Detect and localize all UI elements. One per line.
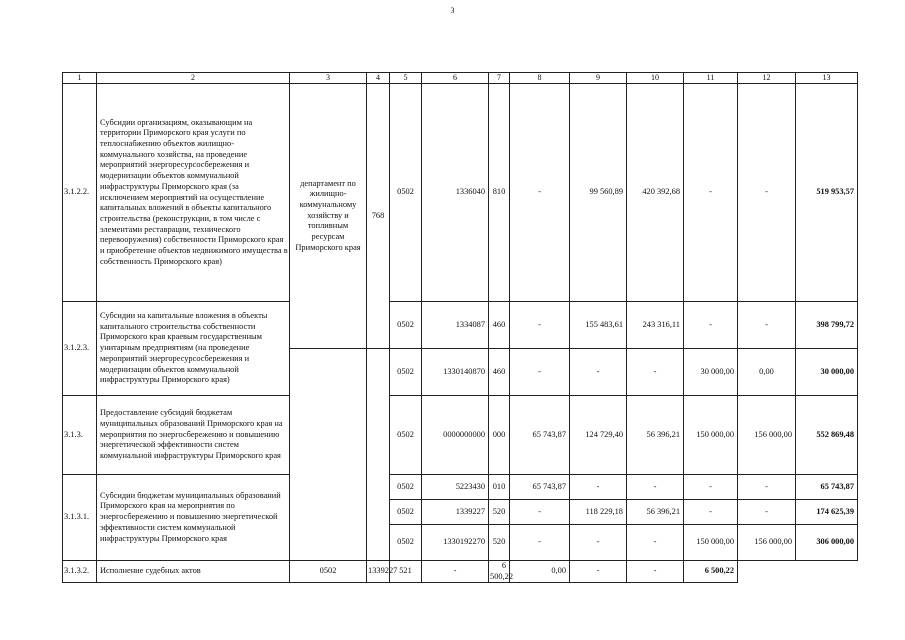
value-cell: 65 743,87 [510,396,570,475]
value-cell: - [510,302,570,349]
column-header: 8 [510,73,570,84]
target-article: 1336040 [422,84,489,302]
target-article: 1330192270 [422,525,489,561]
department-cell: департамент по жилищно-коммунальному хозяйству и топливным ресурсам Приморского края [290,84,367,349]
value-cell: 243 316,11 [627,302,684,349]
section-code: 0502 [390,396,422,475]
table-row [63,561,858,583]
expense-type: 010 [489,475,510,500]
expense-type: 810 [489,84,510,302]
total-cell: 398 799,72 [796,302,858,349]
section-code: 0502 [390,349,422,396]
column-header: 2 [97,73,290,84]
value-cell: 6 500,22 [489,561,510,583]
total-cell: 30 000,00 [796,349,858,396]
target-article: 1339227 [367,561,390,583]
target-article: 5223430 [422,475,489,500]
total-cell: 306 000,00 [796,525,858,561]
value-cell: - [570,349,627,396]
value-cell: 420 392,68 [627,84,684,302]
value-cell: - [627,525,684,561]
value-cell: 30 000,00 [684,349,738,396]
table-row [63,84,858,302]
value-cell: 118 229,18 [570,500,627,525]
column-header: 13 [796,73,858,84]
column-header: 6 [422,73,489,84]
total-cell: 174 625,39 [796,500,858,525]
total-cell: 552 869,48 [796,396,858,475]
value-cell: - [570,475,627,500]
value-cell: - [627,561,684,583]
column-header: 10 [627,73,684,84]
header-row [63,73,858,84]
value-cell: 156 000,00 [738,396,796,475]
column-header: 3 [290,73,367,84]
row-description: Субсидии на капитальные вложения в объекты капитального строительства собственности Приморского края краевым государственным унитарным предприятиям (на проведение мероприятий энергоресурсосбережения и модернизации объектов коммунальной инфраструктуры Приморского края) [97,302,290,396]
column-header: 1 [63,73,97,84]
target-article: 1339227 [422,500,489,525]
value-cell: - [510,349,570,396]
value-cell: 0,00 [510,561,570,583]
value-cell: 155 483,61 [570,302,627,349]
expense-type: 460 [489,302,510,349]
value-cell: - [510,500,570,525]
expense-type: 521 [390,561,422,583]
value-cell: 156 000,00 [738,525,796,561]
value-cell: - [510,525,570,561]
value-cell: 56 396,21 [627,396,684,475]
total-cell: 65 743,87 [796,475,858,500]
page-number: 3 [450,6,455,15]
value-cell: - [627,349,684,396]
value-cell: - [738,500,796,525]
value-cell: - [684,302,738,349]
row-description: Предоставление субсидий бюджетам муниципальных образований Приморского края на мероприятия по энергосбережению и повышению энергетической эффективности систем коммунальной инфраструктуры Приморского края [97,396,290,475]
row-description: Субсидии организациям, оказывающим на территории Приморского края услуги по теплоснабжению объектов жилищно-коммунального хозяйства, на проведение мероприятий энергоресурсосбережения и модернизации объектов коммунальной инфраструктуры Приморского края (за исключением мероприятий на осуществление капитальных вложений в объекты капитального строительства (реконструкции, в том числе с элементами реставрации, технического перевооружения) собственности Приморского края и приобретение объектов недвижимого имущества в собственность Приморского края) [97,84,290,302]
value-cell: - [684,500,738,525]
value-cell: - [570,525,627,561]
column-header: 12 [738,73,796,84]
expense-type: 520 [489,525,510,561]
value-cell: 65 743,87 [510,475,570,500]
row-code: 3.1.2.2. [63,84,97,302]
section-code: 0502 [390,500,422,525]
section-code: 0502 [390,525,422,561]
target-article: 0000000000 [422,396,489,475]
column-header: 11 [684,73,738,84]
value-cell: - [422,561,489,583]
value-cell: 99 560,89 [570,84,627,302]
row-code: 3.1.3. [63,396,97,475]
expense-type: 520 [489,500,510,525]
table-row [63,396,858,475]
value-cell: 56 396,21 [627,500,684,525]
value-cell: - [627,475,684,500]
target-article: 1330140870 [422,349,489,396]
row-description: Исполнение судебных актов [97,561,290,583]
column-header: 4 [367,73,390,84]
value-cell: - [738,84,796,302]
value-cell: 150 000,00 [684,396,738,475]
section-code: 0502 [390,302,422,349]
target-article: 1334087 [422,302,489,349]
value-cell: - [684,84,738,302]
value-cell: 124 729,40 [570,396,627,475]
value-cell: - [510,84,570,302]
value-cell: - [738,302,796,349]
value-cell: - [684,475,738,500]
value-cell: - [738,475,796,500]
value-cell: - [570,561,627,583]
section-code: 0502 [390,84,422,302]
budget-table [62,72,858,583]
expense-type: 460 [489,349,510,396]
column-header: 7 [489,73,510,84]
section-code: 0502 [290,561,367,583]
table-row [63,475,858,500]
row-code: 3.1.2.3. [63,302,97,396]
total-cell: 6 500,22 [684,561,738,583]
expense-type: 000 [489,396,510,475]
column-header: 5 [390,73,422,84]
row-description: Субсидии бюджетам муниципальных образований Приморского края на мероприятия по энергосбережению и повышению энергетической эффективности систем коммунальной инфраструктуры Приморского края [97,475,290,561]
row-code: 3.1.3.2. [63,561,97,583]
column-header: 9 [570,73,627,84]
table-row [63,302,858,349]
section-code: 0502 [390,475,422,500]
department-code-cell: 768 [367,84,390,349]
total-cell: 519 953,57 [796,84,858,302]
row-code: 3.1.3.1. [63,475,97,561]
value-cell: 0,00 [738,349,796,396]
value-cell: 150 000,00 [684,525,738,561]
